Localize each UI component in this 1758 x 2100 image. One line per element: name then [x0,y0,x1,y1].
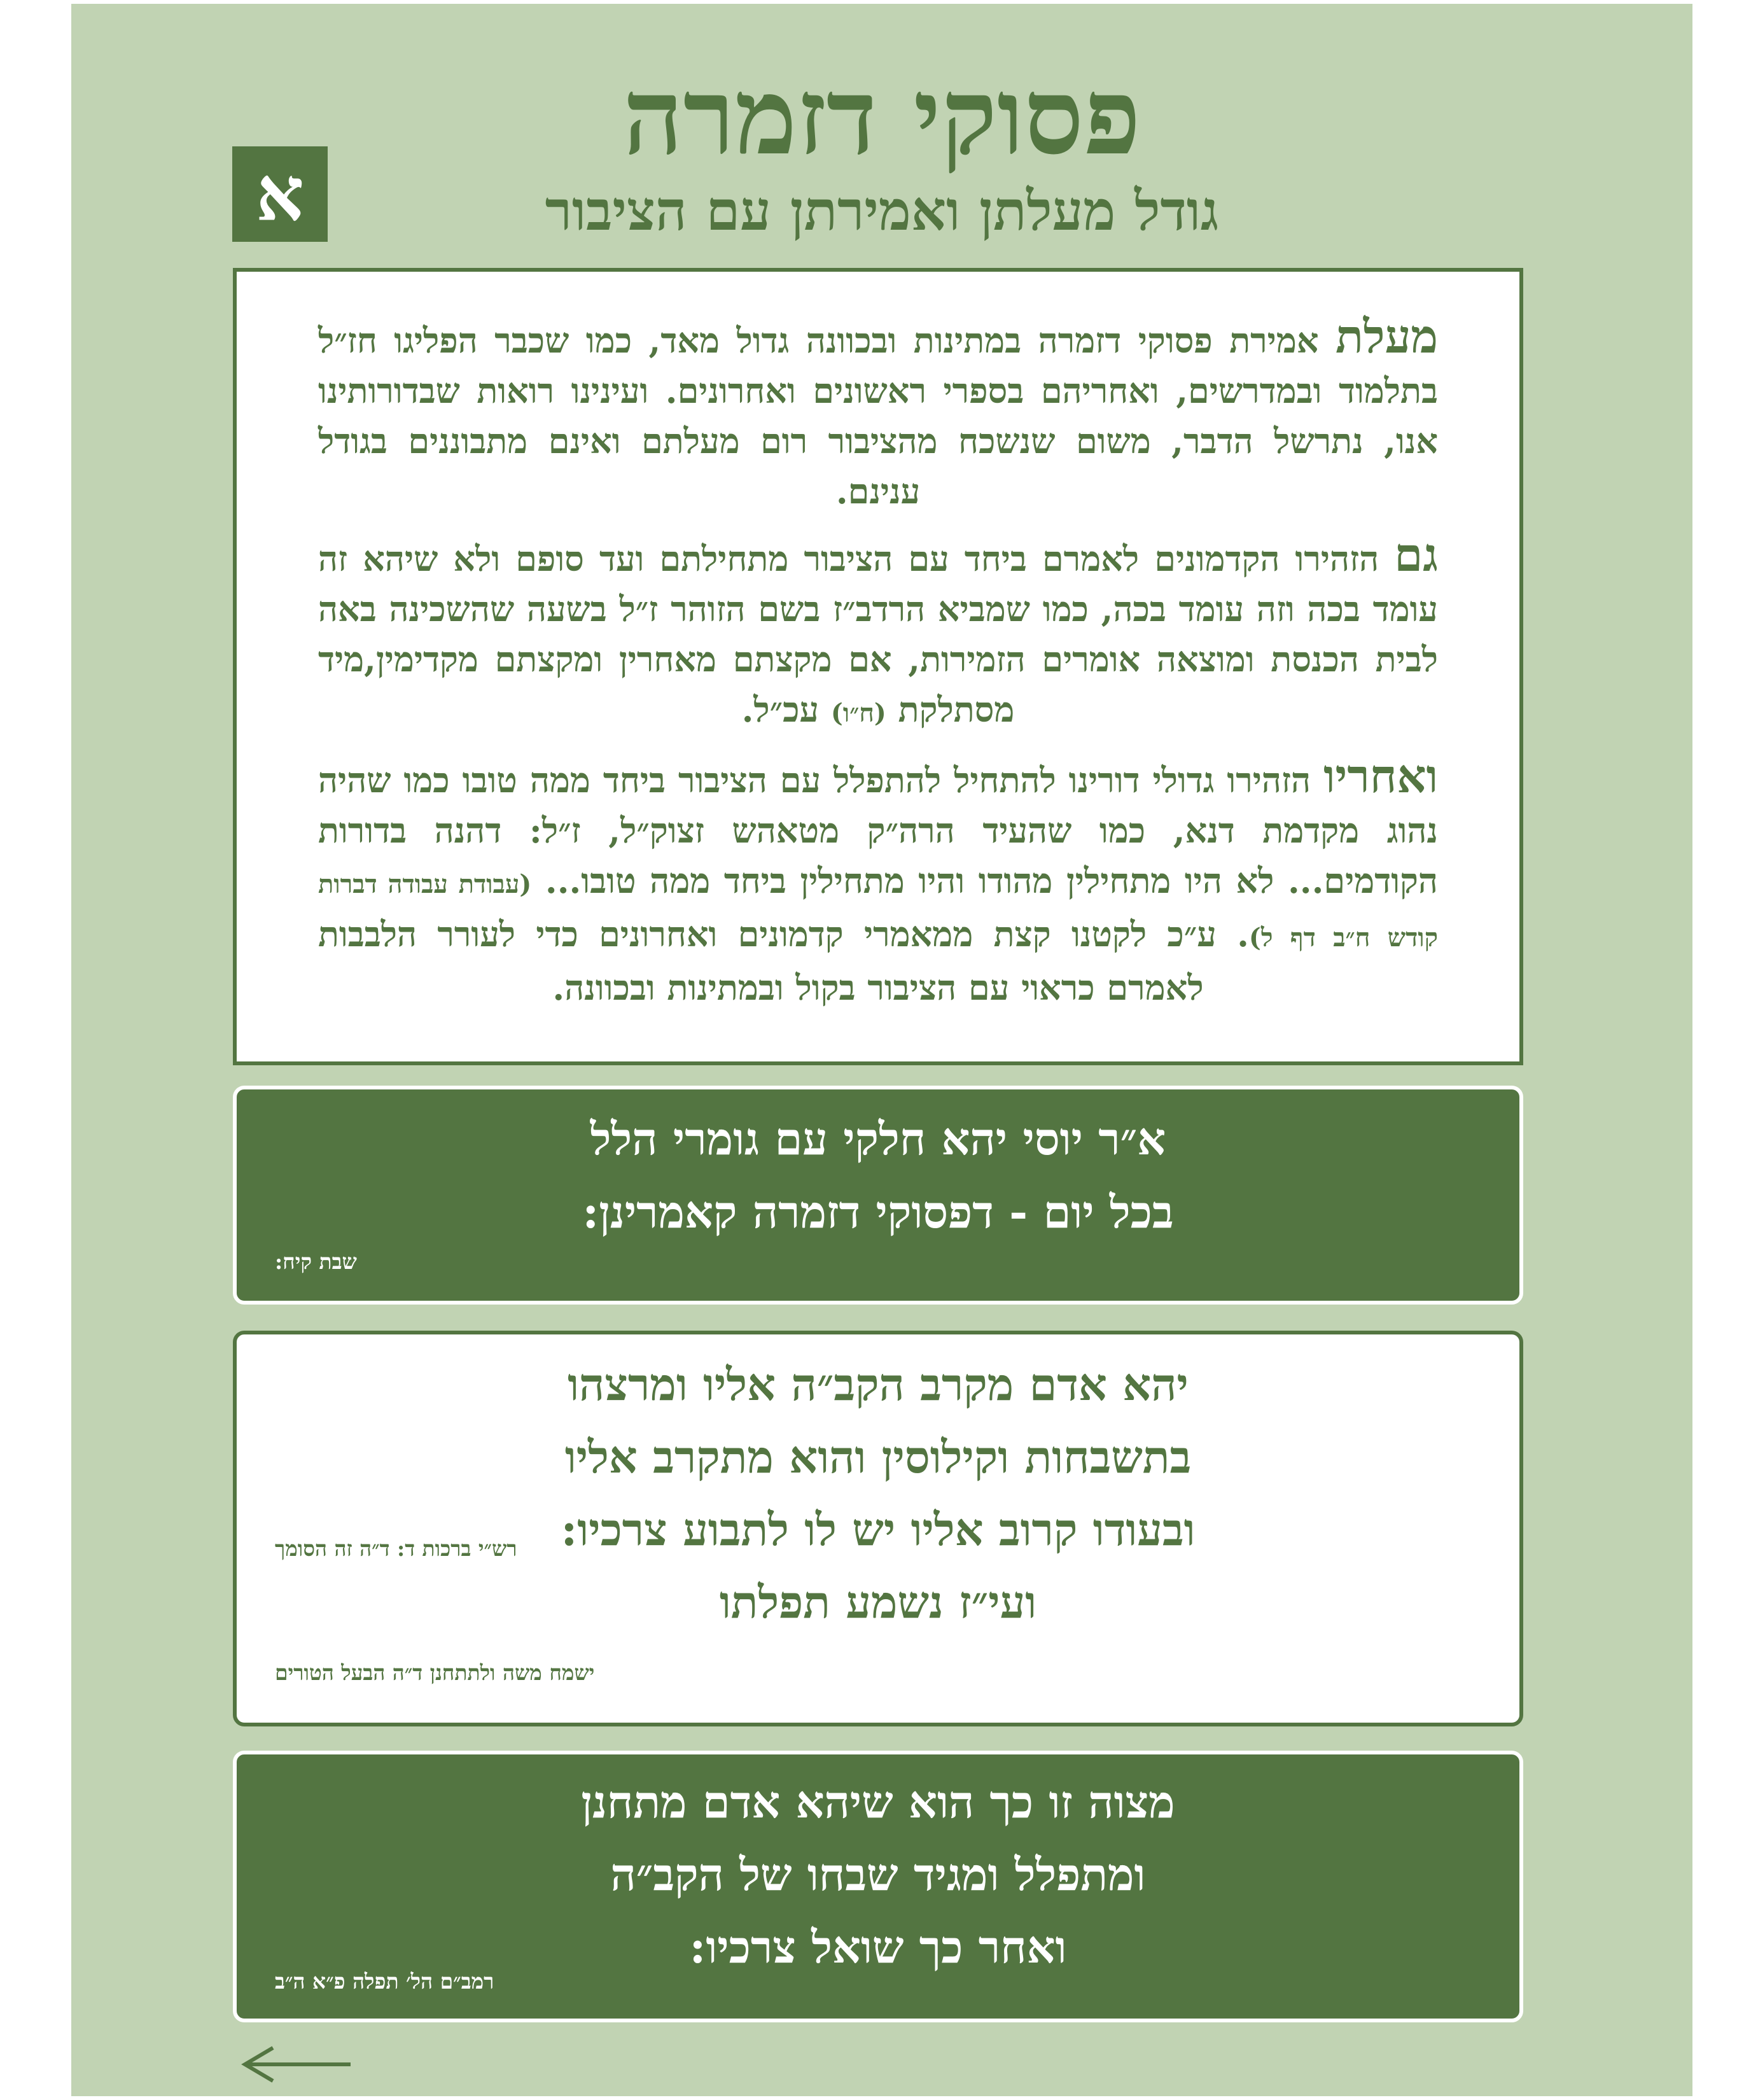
quote-box-rambam [233,1751,1523,2022]
intro-panel [233,268,1523,1065]
paragraph-note: (ח״ו) [830,698,886,728]
quote-line: ובעודו קרוב אליו יש לו לתבוע צרכיו: [561,1503,1196,1556]
paragraph-lead-word: גם [1394,528,1438,582]
quote-line: ועי״ז נשמע תפלתו [719,1576,1037,1628]
paragraph-lead-word: מעלת [1335,309,1438,363]
section-badge: א [232,146,328,242]
quote-source: שבת קיח: [275,1249,357,1274]
paragraph-lead-word: ואחריו [1323,749,1438,803]
quote-source-secondary: ישמח משה ולתתחנן ד״ה הבעל הטורים [275,1660,595,1685]
quote-box-shabbat [233,1086,1523,1305]
paragraph-tail: עכ״ל. [741,689,831,730]
paragraph-text: הזהירו הקדמונים לאמרם ביחד עם הציבור מתחילתם ועד סופם ולא שיהא זה עומד בכה וזה עומד בכה, כמו שמביא הרדב״ז בשם הזוהר ז״ל בשעה שהשכינה באה לבית הכנסת ומוצאה אומרים הזמירות, אם מקצתם מאחרין ומקצתם מקדימין,מיד מסתלקת [318,538,1438,730]
quote-line: ואחר כך שואל צרכיו: [689,1921,1067,1973]
intro-paragraph-1 [318,311,1438,517]
intro-paragraph-2 [318,529,1438,738]
page-subtitle: גודל מעלתן ואמירתן עם הציבור [545,179,1219,243]
quote-line: מצוה זו כך הוא שיהא אדם מתחנן [581,1775,1175,1828]
paragraph-tail: . ע״כ לקטנו קצת ממאמרי קדמונים ואחרונים כדי לעורר הלבבות לאמרם כראוי עם הציבור בקול ובמתינות ובכוונה. [318,914,1249,1008]
page-title: פסוקי דזמרה [623,55,1141,178]
quote-box-rashi [233,1331,1523,1726]
quote-line: א״ר יוסי יהא חלקי עם גומרי הלל [590,1112,1166,1165]
quote-source: רש״י ברכות ד: ד״ה זה הסומך [275,1536,517,1561]
paragraph-text: הזהירו גדולי דורינו להתחיל להתפלל עם הציבור ביחד ממה טובו כמו שהיה נהוג מקדמת דנא, כמו שהעיד הרה״ק מטאהש זצוק״ל, ז״ל: דהנה בדורות הקודמים... לא היו מתחילין מהודו והיו מתחילין ביחד ממה טובו... [318,760,1438,901]
quote-line: בכל יום - דפסוקי דזמרה קאמרינן: [582,1186,1174,1238]
paragraph-text: אמירת פסוקי דזמרה במתינות ובכוונה גדול מאד, כמו שכבר הפליגו חז״ל בתלמוד ובמדרשים, ואחריהם בספרי ראשונים ואחרונים. ועינינו רואות שבדורותינו אנו, נתרשל הדבר, משום שנשכח מהציבור רום מעלתם ואינם מתבוננים בגודל ענינם. [318,320,1438,512]
paragraph-note: (עבודת עבודה דברות קודש ח״ב דף ל) [318,869,1438,953]
quote-line: יהא אדם מקרב הקב״ה אליו ומרצהו [568,1358,1189,1411]
quote-line: בתשבחות וקילוסין והוא מתקרב אליו [564,1431,1192,1483]
left-arrow-icon[interactable] [241,2045,352,2083]
quote-line: ומתפלל ומגיד שבחו של הקב״ה [610,1848,1146,1901]
intro-paragraph-3 [318,751,1438,1013]
page-background [71,4,1692,2096]
quote-source: רמב״ם הל׳ תפלה פ״א ה״ב [275,1969,494,1994]
